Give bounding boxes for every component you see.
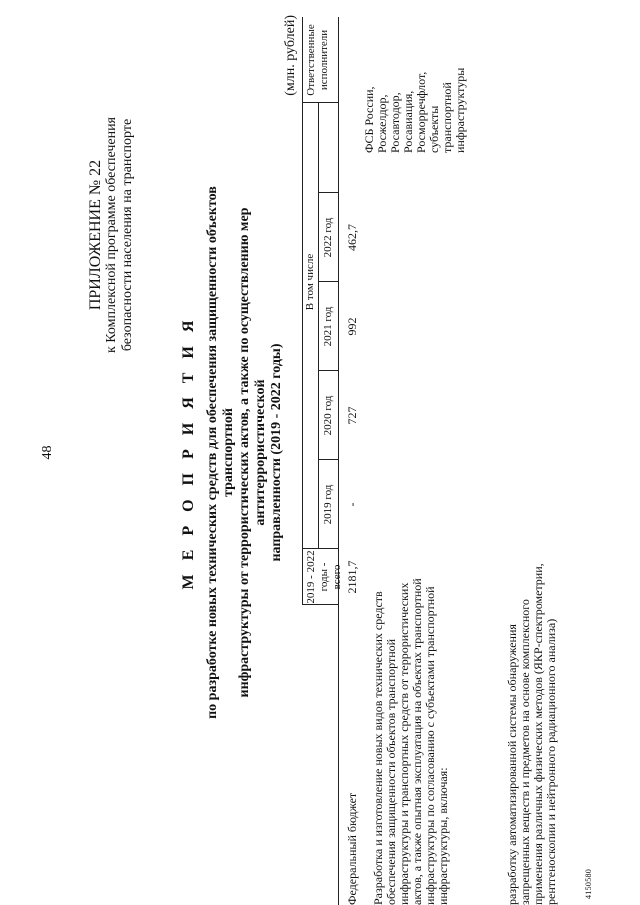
- executor-line: транспортной: [440, 82, 454, 153]
- document-title: М Е Р О П Р И Я Т И Я: [180, 315, 197, 590]
- units-note: (млн. рублей): [283, 15, 298, 96]
- executor-line: Росморречфлот,: [414, 71, 428, 153]
- row-value-2022: 462,7: [345, 224, 359, 251]
- header-responsible: [305, 17, 331, 103]
- document-subtitle: [205, 150, 285, 755]
- row-label-line: инфраструктуры по согласованию с субъектами транспортной: [423, 586, 437, 905]
- row-value-2020: 727: [345, 406, 359, 425]
- header-responsible-line1: Ответственные: [305, 24, 317, 96]
- row-label-line: рентгеноскопии и нейтронного радиационного анализа): [544, 618, 558, 905]
- header-total-line2: годы - всего: [318, 562, 343, 592]
- table-header-divider: [318, 103, 319, 549]
- row-label-line: обеспечения защищенности объектов транспортной: [384, 638, 398, 905]
- executor-line: Росжелдор,: [375, 94, 389, 153]
- page-number: 48: [40, 445, 55, 460]
- row-label-line: разработку автоматизированной системы обнаружения: [505, 624, 519, 905]
- table-header-bottom-border: [338, 17, 339, 905]
- row-label-line: запрещенных веществ и предметов на основе комплексного: [518, 599, 532, 905]
- executor-line: ФСБ России,: [362, 86, 376, 153]
- table-row-label: Федеральный бюджет: [345, 792, 359, 905]
- row-label-line: Разработка и изготовление новых видов технических средств: [371, 591, 385, 905]
- appendix-subtitle-line: безопасности населения на транспорте: [120, 118, 135, 352]
- row-value-2021: 992: [345, 317, 359, 336]
- document-subtitle-line: направленности (2019 - 2022 годы): [269, 343, 284, 562]
- row-label-line: инфраструктуры и транспортных средств от террористических: [397, 582, 411, 905]
- header-year-2021: 2021 год: [322, 306, 334, 347]
- row-total-value: 2181,7: [345, 560, 359, 594]
- appendix-subtitle-line: к Комплексной программе обеспечения: [104, 117, 119, 354]
- row-value-2019: -: [345, 502, 359, 507]
- table-row-label: [372, 465, 450, 905]
- table-row-label: [506, 465, 558, 905]
- executor-line: инфраструктуры: [453, 67, 467, 153]
- header-year-2019: 2019 год: [322, 484, 334, 525]
- header-in-that-number: В том числе: [304, 253, 316, 311]
- appendix-subtitle: [104, 45, 136, 425]
- row-label-line: актов, а также опытная эксплуатация на объектах транспортной: [410, 578, 424, 905]
- header-total-line1: 2019 - 2022: [305, 550, 317, 604]
- row-label-line: инфраструктуры, включая:: [436, 767, 450, 905]
- header-year-2022: 2022 год: [322, 217, 334, 258]
- executor-line: субъекты: [427, 105, 441, 153]
- executor-line: Росавиация,: [401, 90, 415, 153]
- row-executors: [363, 68, 467, 153]
- header-responsible-line2: исполнители: [318, 29, 330, 91]
- appendix-title: ПРИЛОЖЕНИЕ № 22: [87, 159, 104, 311]
- document-stamp-code: 4150580: [584, 868, 593, 899]
- document-subtitle-line: инфраструктуры от террористических актов, а также по осуществлению мер антитеррористической: [237, 207, 268, 698]
- executor-line: Росавтодор,: [388, 92, 402, 153]
- document-subtitle-line: по разработке новых технических средств для обеспечения защищенности объектов транспортной: [205, 186, 236, 719]
- header-total: [305, 549, 344, 605]
- header-year-2020: 2020 год: [322, 395, 334, 436]
- row-label-line: применения различных физических методов (ЯКР-спектрометрии,: [531, 563, 545, 905]
- table-top-border: [302, 17, 303, 605]
